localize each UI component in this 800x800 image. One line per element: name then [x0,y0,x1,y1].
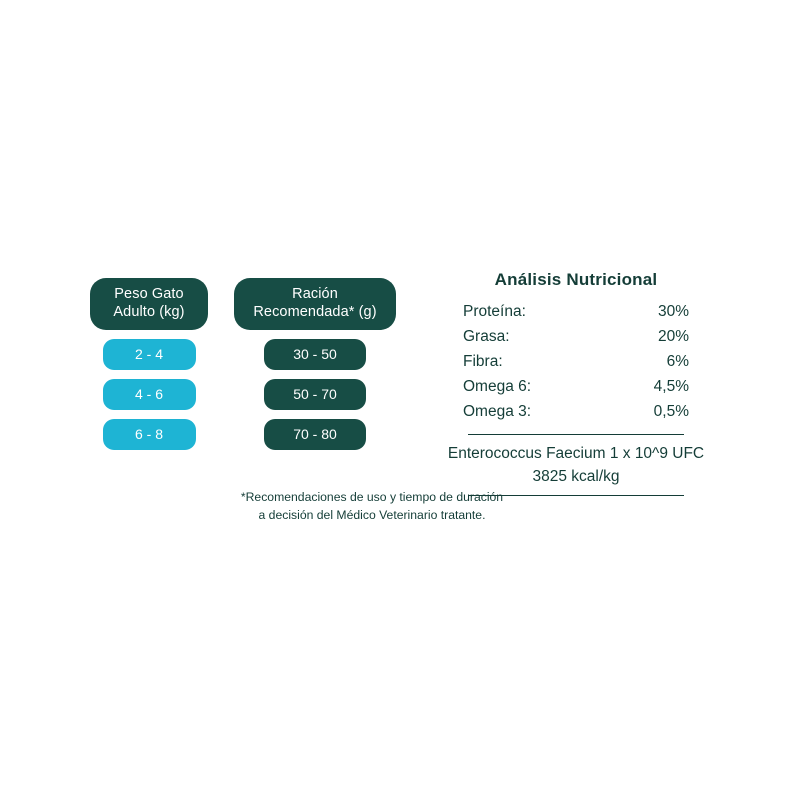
analysis-value: 4,5% [653,378,689,396]
ration-header-line-1: Ración [292,286,338,302]
ration-cell: 70 - 80 [264,419,366,450]
analysis-label: Grasa: [463,328,510,346]
analysis-rows [461,299,691,425]
footnote-line-2: a decisión del Médico Veterinario tratante. [258,507,486,522]
analysis-value: 6% [666,353,689,371]
nutritional-analysis [416,270,736,496]
ration-column-header [234,278,396,330]
energy-text: 3825 kcal/kg [532,468,620,486]
analysis-row [461,299,691,324]
footnote [207,489,537,524]
analysis-value: 0,5% [653,403,689,421]
weight-cell: 6 - 8 [103,419,196,450]
analysis-row [461,399,691,424]
analysis-label: Fibra: [463,353,503,371]
analysis-value: 20% [657,328,689,346]
ration-cell: 50 - 70 [264,379,366,410]
analysis-title: Análisis Nutricional [494,270,658,289]
weight-header-line-2: Adulto (kg) [113,303,185,320]
weight-column [90,278,208,450]
probiotic-text: Enterococcus Faecium 1 x 10^9 UFC [447,445,705,463]
weight-cell: 4 - 6 [103,379,196,410]
feeding-guide-table [90,278,396,450]
analysis-row [461,324,691,349]
analysis-label: Omega 3: [463,403,532,421]
analysis-label: Omega 6: [463,378,532,396]
analysis-row [461,349,691,374]
ration-cell: 30 - 50 [264,339,366,370]
analysis-label: Proteína: [463,303,526,320]
divider-top [468,434,684,436]
weight-column-header [90,278,208,330]
analysis-value: 30% [657,303,689,320]
weight-header-line-1: Peso Gato [114,286,184,302]
weight-cell: 2 - 4 [103,339,196,370]
ration-column [234,278,396,450]
analysis-row [461,374,691,399]
ration-header-line-2: Recomendada* (g) [253,303,377,320]
footnote-line-1: *Recomendaciones de uso y tiempo de duración [240,490,504,504]
